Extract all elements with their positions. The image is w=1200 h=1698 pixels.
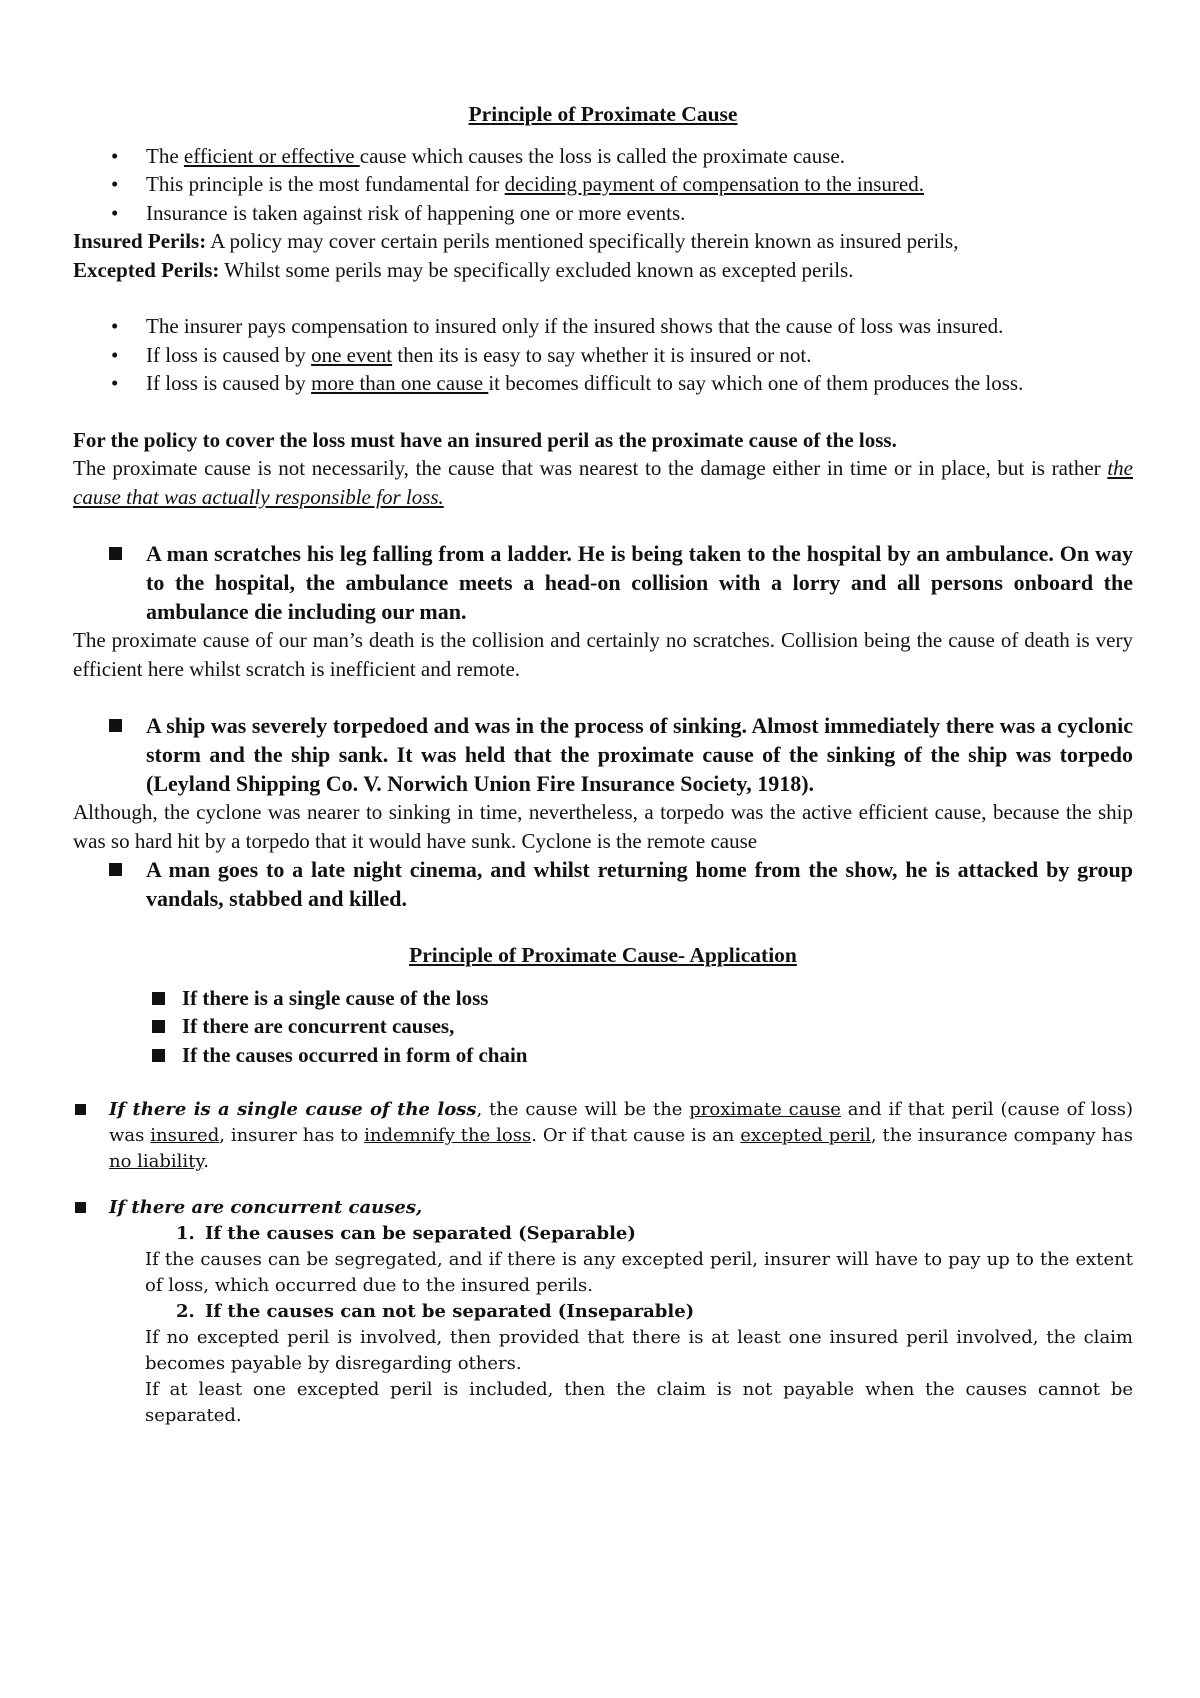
list-item: If there are concurrent causes, bbox=[73, 1012, 1133, 1041]
example-list-2 bbox=[73, 711, 1133, 798]
inseparable-text-2: If at least one excepted peril is included, then the claim is not payable when the causes cannot be separated. bbox=[145, 1379, 1133, 1426]
insured-perils-paragraph: Insured Perils: A policy may cover certain perils mentioned specifically therein known as insured perils, bbox=[73, 229, 959, 253]
square-bullet-icon bbox=[152, 992, 165, 1005]
separable-heading: 1. If the causes can be separated (Separable) bbox=[176, 1223, 636, 1244]
example-list-3 bbox=[73, 855, 1133, 913]
square-bullet-icon bbox=[152, 1020, 165, 1033]
example-explanation: The proximate cause of our man’s death is the collision and certainly no scratches. Collision being the cause of death is very efficient here whilst scratch is inefficient and remote. bbox=[73, 628, 1133, 681]
list-item: • The insurer pays compensation to insured only if the insured shows that the cause of loss was insured. bbox=[73, 312, 1133, 341]
inseparable-text-1: If no excepted peril is involved, then provided that there is at least one insured peril involved, the claim becomes payable by disregarding others. bbox=[145, 1327, 1133, 1374]
example-list-1 bbox=[73, 539, 1133, 626]
intro-bullet-list bbox=[73, 142, 1133, 228]
list-item: • If loss is caused by one event then its is easy to say whether it is insured or not. bbox=[73, 341, 1133, 370]
loss-bullet-list bbox=[73, 312, 1133, 398]
single-cause-section: If there is a single cause of the loss, the cause will be the proximate cause and if that peril (cause of loss) was insured, insurer has to indemnify the loss. Or if that cause is an excepted peril, the insurance company has no liability. bbox=[73, 1097, 1133, 1175]
list-item: • Insurance is taken against risk of happening one or more events. bbox=[73, 199, 1133, 228]
document-page bbox=[73, 100, 1133, 1429]
square-bullet-icon bbox=[75, 1202, 86, 1213]
list-item: • If loss is caused by more than one cause it becomes difficult to say which one of them produces the loss. bbox=[73, 369, 1133, 398]
list-item: If there is a single cause of the loss bbox=[73, 984, 1133, 1013]
separable-text: If the causes can be segregated, and if there is any excepted peril, insurer will have to pay up to the extent of loss, which occurred due to the insured perils. bbox=[145, 1249, 1133, 1296]
list-item: • The efficient or effective cause which causes the loss is called the proximate cause. bbox=[73, 142, 1133, 171]
application-list bbox=[73, 984, 1133, 1070]
example-item: A ship was severely torpedoed and was in the process of sinking. Almost immediately there was a cyclonic storm and the ship sank. It was held that the proximate cause of the sinking of the ship was torpedo (Leyland Shipping Co. V. Norwich Union Fire Insurance Society, 1918). bbox=[73, 711, 1133, 798]
example-item: A man goes to a late night cinema, and whilst returning home from the show, he is attacked by group vandals, stabbed and killed. bbox=[73, 855, 1133, 913]
example-explanation: Although, the cyclone was nearer to sinking in time, nevertheless, a torpedo was the active efficient cause, because the ship was so hard hit by a torpedo that it would have sunk. Cyclone is the remote cause bbox=[73, 800, 1133, 853]
policy-statement: For the policy to cover the loss must have an insured peril as the proximate cause of the loss. bbox=[73, 427, 897, 452]
square-bullet-icon bbox=[109, 863, 122, 876]
square-bullet-icon bbox=[152, 1049, 165, 1062]
concurrent-heading: If there are concurrent causes, bbox=[73, 1195, 1133, 1221]
list-item: If the causes occurred in form of chain bbox=[73, 1041, 1133, 1070]
inseparable-heading: 2. If the causes can not be separated (Inseparable) bbox=[176, 1301, 695, 1322]
concurrent-causes-section bbox=[73, 1195, 1133, 1429]
page-title: Principle of Proximate Cause bbox=[468, 102, 738, 126]
square-bullet-icon bbox=[109, 719, 122, 732]
section-title: Principle of Proximate Cause- Application bbox=[409, 943, 797, 967]
square-bullet-icon bbox=[109, 547, 122, 560]
square-bullet-icon bbox=[75, 1104, 86, 1115]
list-item: • This principle is the most fundamental for deciding payment of compensation to the insured. bbox=[73, 170, 1133, 199]
proximate-definition: The proximate cause is not necessarily, the cause that was nearest to the damage either in time or in place, but is rather the cause that was actually responsible for loss. bbox=[73, 456, 1133, 509]
example-item: A man scratches his leg falling from a ladder. He is being taken to the hospital by an ambulance. On way to the hospital, the ambulance meets a head-on collision with a lorry and all persons onboard the ambulance die including our man. bbox=[73, 539, 1133, 626]
excepted-perils-paragraph: Excepted Perils: Whilst some perils may be specifically excluded known as excepted perils. bbox=[73, 257, 854, 282]
